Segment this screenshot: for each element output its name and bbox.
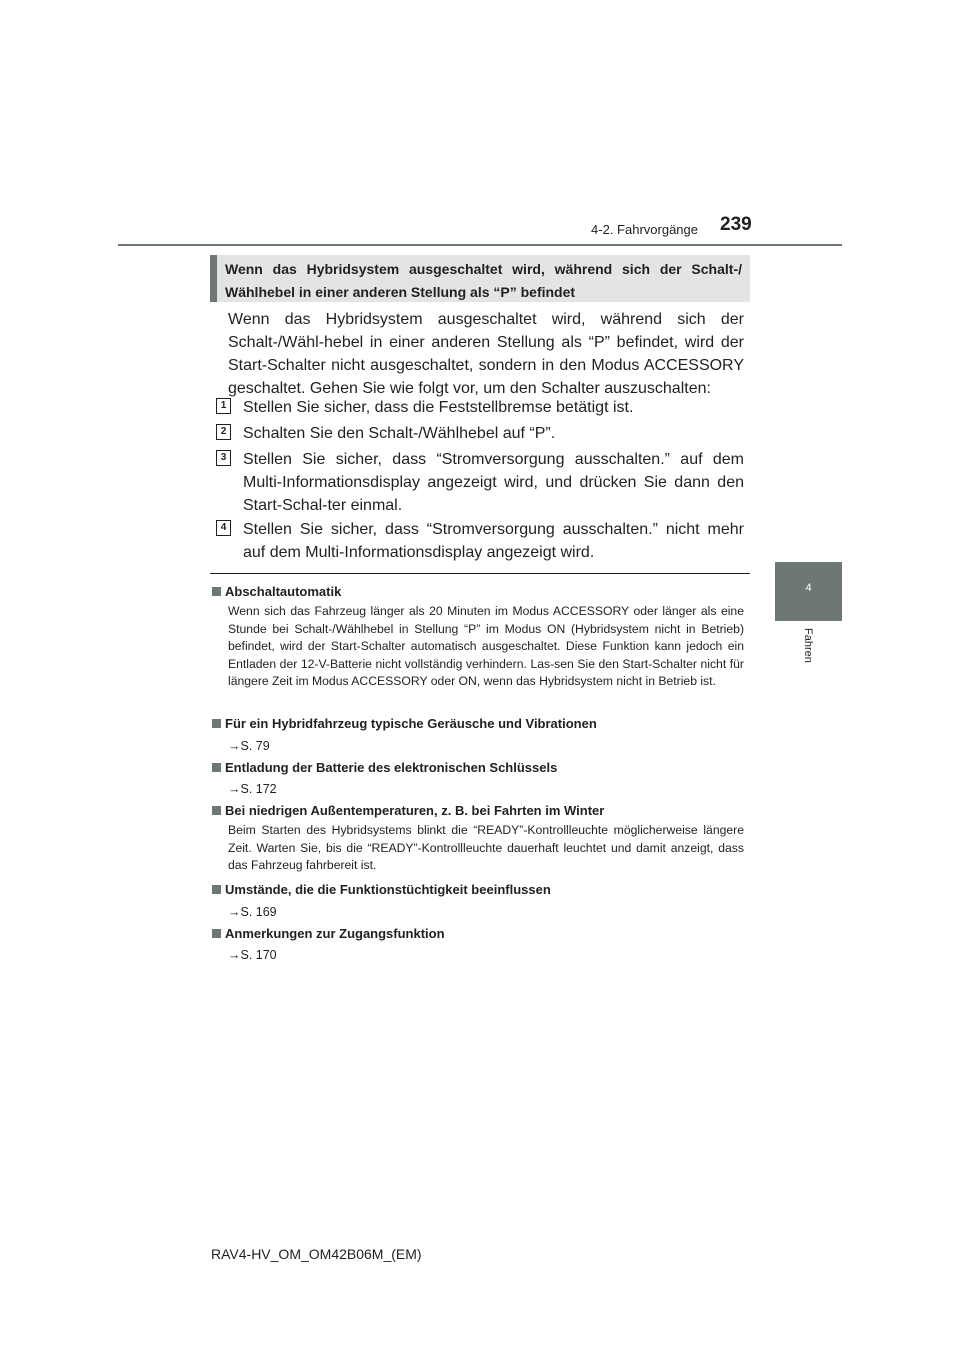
document-code: RAV4-HV_OM_OM42B06M_(EM) [211, 1246, 422, 1262]
square-bullet-icon [212, 763, 221, 772]
header-rule [118, 244, 842, 246]
note-ref-5: →S. 169 [228, 905, 277, 919]
note-body-4: Beim Starten des Hybridsystems blinkt die “READY”-Kontrollleuchte möglicherweise längere Zeit. Warten Sie, bis die “READY”-Kontrollleuchte dauerhaft leuchtet und damit anzeigt, dass das Fahrzeug fahrbereit ist. [228, 823, 744, 873]
square-bullet-icon [212, 929, 221, 938]
step-text-1: Stellen Sie sicher, dass die Feststellbremse betätigt ist. [243, 399, 634, 416]
step-number-2: 2 [216, 424, 231, 440]
chapter-number: 4 [805, 582, 812, 594]
note-ref-2: →S. 79 [228, 739, 270, 753]
note-title-6: Anmerkungen zur Zugangsfunktion [212, 926, 445, 942]
note-title-1: Abschaltautomatik [212, 584, 341, 600]
square-bullet-icon [212, 587, 221, 596]
section-heading: Wenn das Hybridsystem ausgeschaltet wird, während sich der Schalt-/ Wählhebel in einer anderen Stellung als “P” befindet [225, 261, 742, 300]
notes-divider [210, 573, 750, 574]
section-heading-box [210, 255, 750, 302]
square-bullet-icon [212, 719, 221, 728]
square-bullet-icon [212, 806, 221, 815]
page-number: 239 [720, 214, 752, 235]
step-text-4: Stellen Sie sicher, dass “Stromversorgung ausschalten.” nicht mehr auf dem Multi-Informationsdisplay angezeigt wird. [243, 521, 744, 561]
chapter-tab [775, 562, 842, 621]
note-title-5: Umstände, die die Funktionstüchtigkeit beeinflussen [212, 882, 551, 898]
section-title: 4-2. Fahrvorgänge [591, 222, 698, 237]
chapter-label: Fahren [802, 628, 814, 663]
note-title-3: Entladung der Batterie des elektronischen Schlüssels [212, 760, 557, 776]
step-number-4: 4 [216, 520, 231, 536]
step-number-1: 1 [216, 398, 231, 414]
intro-paragraph: Wenn das Hybridsystem ausgeschaltet wird, während sich der Schalt-/Wähl-hebel in einer anderen Stellung als “P” befindet, wird der Start-Schalter nicht ausgeschaltet, sondern in den Modus ACCESSORY geschaltet. Gehen Sie wie folgt vor, um den Schalter auszuschalten: [228, 311, 744, 397]
note-ref-3: →S. 172 [228, 782, 277, 796]
note-ref-6: →S. 170 [228, 948, 277, 962]
square-bullet-icon [212, 885, 221, 894]
note-body-1: Wenn sich das Fahrzeug länger als 20 Minuten im Modus ACCESSORY oder länger als eine Stunde bei Schalt-/Wählhebel in Stellung “P” im Modus ON (Hybridsystem nicht in Betrieb) befindet, wird der Start-Schalter automatisch ausgeschaltet. Diese Funktion kann jedoch ein Entladen der 12-V-Batterie nicht vollständig verhindern. Las-sen Sie den Start-Schalter nicht für längere Zeit im Modus ACCESSORY oder ON, wenn das Hybridsystem nicht in Betrieb ist. [228, 604, 744, 689]
step-number-3: 3 [216, 450, 231, 466]
step-text-2: Schalten Sie den Schalt-/Wählhebel auf “P”. [243, 425, 556, 442]
step-text-3: Stellen Sie sicher, dass “Stromversorgung ausschalten.” auf dem Multi-Informationsdisplay angezeigt wird, und drücken Sie dann den Start-Schal-ter einmal. [243, 451, 744, 514]
note-title-2: Für ein Hybridfahrzeug typische Geräusche und Vibrationen [212, 716, 597, 732]
note-title-4: Bei niedrigen Außentemperaturen, z. B. bei Fahrten im Winter [212, 803, 604, 819]
